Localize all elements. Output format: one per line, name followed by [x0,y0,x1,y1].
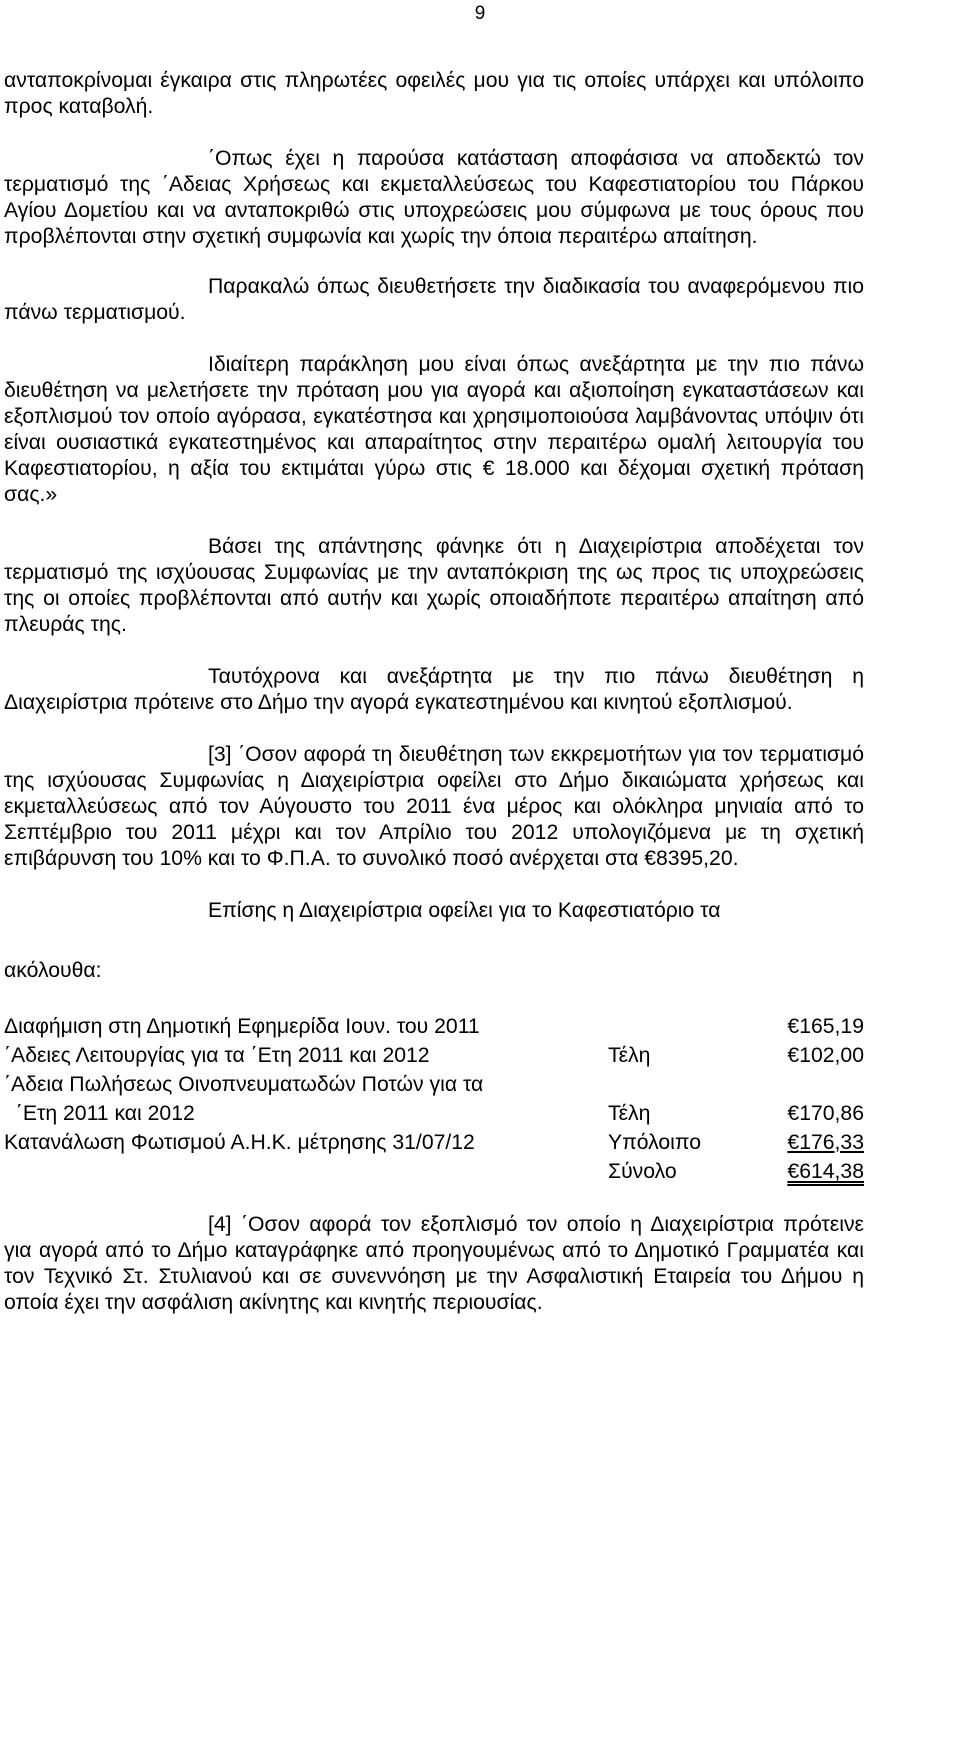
table-row [4,1012,864,1041]
paragraph-9: [4] ΄Οσον αφορά τον εξοπλισμό τον οποίο η Διαχειρίστρια πρότεινε για αγορά από το Δήμο καταγράφηκε από προηγουμένως από το Δημοτικό Γραμματέα και τον Τεχνικό Στ. Στυλιανού και σε συνεννόηση με την Ασφαλιστική Εταιρεία του Δήμου η οποία έχει την ασφάλιση ακίνητης και κινητής περιουσίας. [4,1213,864,1314]
fee-amount: €165,19 [787,1015,864,1038]
fee-description: ΄Αδειες Λειτουργίας για τα ΄Ετη 2011 και 2012 [4,1044,430,1067]
document-body [4,68,864,1316]
fee-amount: €176,33 [787,1131,864,1154]
fee-type: Τέλη [608,1044,651,1067]
fee-type: Τέλη [608,1102,651,1125]
fee-description: Κατανάλωση Φωτισμού Α.Η.Κ. μέτρησης 31/07/12 [4,1131,475,1154]
fee-description: ΄Αδεια Πωλήσεως Οινοπνευματωδών Ποτών για τα [4,1073,484,1096]
paragraph-8-continuation: ακόλουθα: [4,959,102,982]
fee-type [608,1012,736,1041]
paragraph-4: Ιδιαίτερη παράκληση μου είναι όπως ανεξάρτητα με την πιο πάνω διευθέτηση να μελετήσετε την πρόταση μου για αγορά και αξιοποίηση εγκαταστάσεων και εξοπλισμού τον οποίο αγόρασα, εγκατέστησα και χρησιμοποιούσα λαμβάνοντας υπόψιν ότι είναι ουσιαστικά εγκατεστημένος και απαραίτητος στην περαιτέρω ομαλή λειτουργία του Καφεστιατορίου, η αξία του εκτιμάται γύρω στις € 18.000 και δέχομαι σχετική πρόταση σας.» [4,353,864,506]
paragraph-6: Ταυτόχρονα και ανεξάρτητα με την πιο πάνω διευθέτηση η Διαχειρίστρια πρότεινε στο Δήμο την αγορά εγκατεστημένου και κινητού εξοπλισμού. [4,665,864,714]
fee-type [608,1070,736,1099]
fee-amount: €102,00 [787,1044,864,1067]
paragraph-2: ΄Οπως έχει η παρούσα κατάσταση αποφάσισα να αποδεκτώ τον τερματισμό της ΄Αδειας Χρήσεως και εκμεταλλεύσεως του Καφεστιατορίου του Πάρκου Αγίου Δομετίου και να ανταποκριθώ στις υποχρεώσεις μου σύμφωνα με τους όρους που προβλέπονται στην σχετική συμφωνία και χωρίς την όποια περαιτέρω απαίτηση. [4,147,864,248]
fee-amount [736,1070,864,1099]
table-row [4,1070,864,1099]
paragraph-1: ανταποκρίνομαι έγκαιρα στις πληρωτέες οφειλές μου για τις οποίες υπάρχει και υπόλοιπο προς καταβολή. [4,69,864,118]
table-row [4,1128,864,1157]
total-label: Σύνολο [608,1160,677,1183]
fees-table [4,1012,864,1186]
paragraph-5: Βάσει της απάντησης φάνηκε ότι η Διαχειρίστρια αποδέχεται τον τερματισμό της ισχύουσας Συμφωνίας με την ανταπόκριση της ως προς τις υποχρεώσεις της οι οποίες προβλέπονται από αυτήν και χωρίς οποιαδήποτε περαιτέρω απαίτηση από πλευράς της. [4,535,864,636]
fee-type: Υπόλοιπο [608,1131,701,1154]
total-amount: €614,38 [787,1160,864,1183]
paragraph-8: Επίσης η Διαχειρίστρια οφείλει για το Καφεστιατόριο τα [208,899,721,922]
fee-description: Διαφήμιση στη Δημοτική Εφημερίδα Ιουν. του 2011 [4,1015,480,1038]
table-row [4,1099,864,1128]
paragraph-7: [3] ΄Οσον αφορά τη διευθέτηση των εκκρεμοτήτων για τον τερματισμό της ισχύουσας Συμφωνίας η Διαχειρίστρια οφείλει στο Δήμο δικαιώματα χρήσεως και εκμεταλλεύσεως από τον Αύγουστο του 2011 ένα μέρος και ολόκληρα μηνιαία από το Σεπτέμβριο του 2011 μέχρι και τον Απρίλιο του 2012 υπολογιζόμενα με τη σχετική επιβάρυνση του 10% και το Φ.Π.Α. το συνολικό ποσό ανέρχεται στα €8395,20. [4,743,864,870]
paragraph-3: Παρακαλώ όπως διευθετήσετε την διαδικασία του αναφερόμενου πιο πάνω τερματισμού. [4,275,864,324]
fee-description: ΄Ετη 2011 και 2012 [4,1102,195,1125]
page-number: 9 [474,3,486,24]
total-row [4,1157,864,1186]
fee-amount: €170,86 [787,1102,864,1125]
table-row [4,1041,864,1070]
